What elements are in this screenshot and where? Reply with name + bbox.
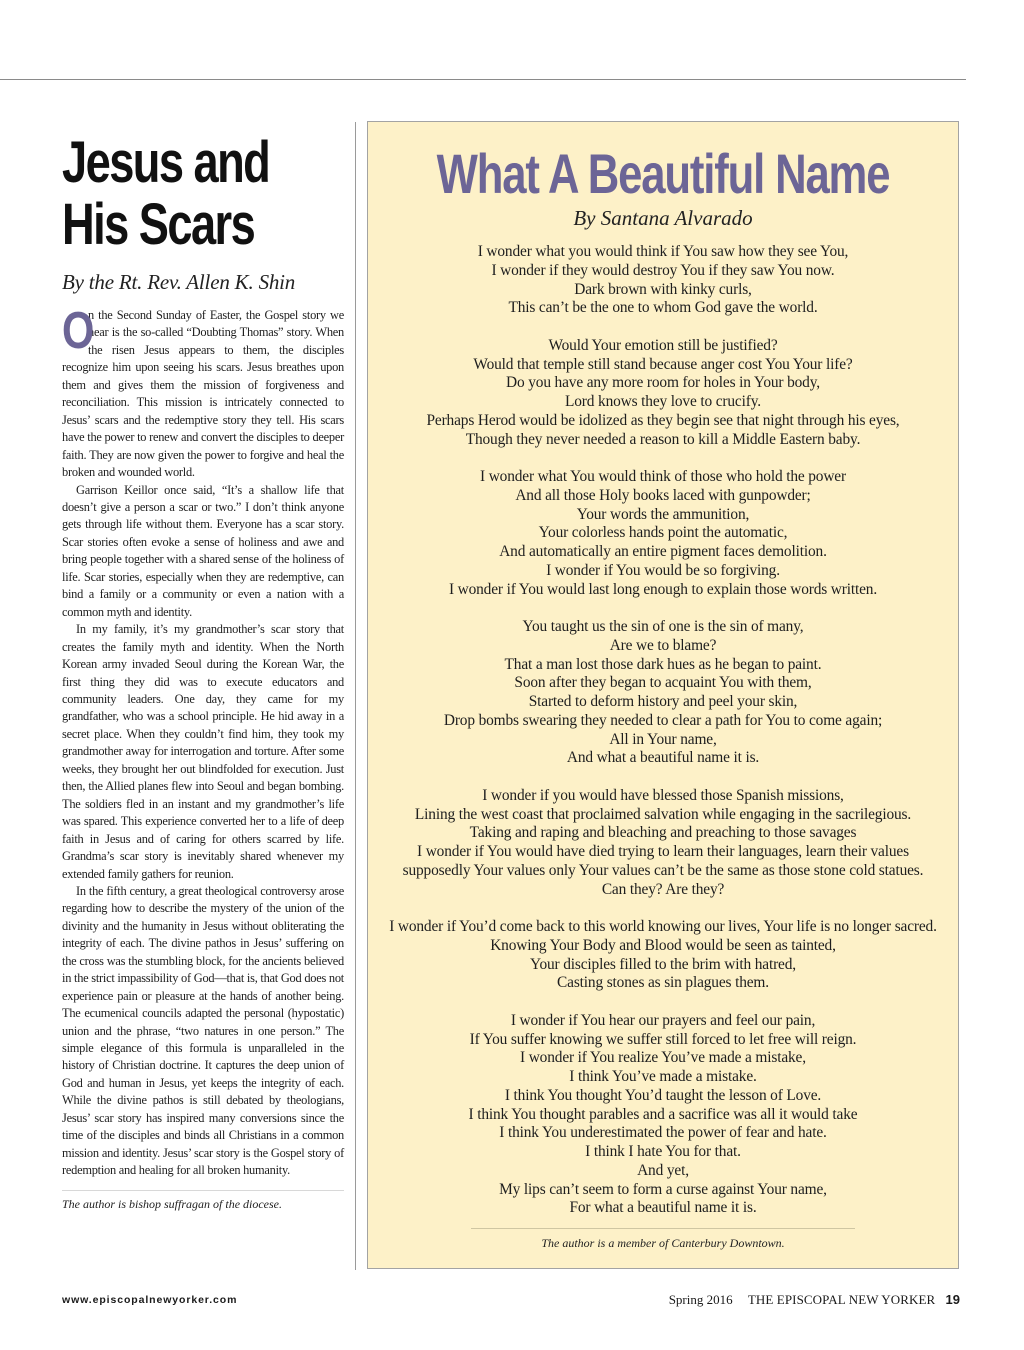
- article-paragraph: In the fifth century, a great theological controversy arose regarding how to describe the mystery of the union of the divinity and the humanity in Jesus without obliterating the integrity of each. The divine pathos in Jesus’ suffering on the cross was the stumbling block, for the ancients believed in the strict impassibility of God—that is, that God does not experience pain or pleasure at the hands of another being. The ecumenical councils adapted the personal (hypostatic) union and the phrase, “two natures in one person.” The simple elegance of this formula is unparalleled in the history of Christian doctrine. It captures the deep union of God and human in Jesus, yet keeps the integrity of each. While the divine pathos is still debated by theologians, Jesus’ scar story has inspired many conversions since the time of the disciples and binds all Christians in a common mission and identity. Jesus’ scar story is the Gospel story of redemption and healing for all broken humanity.: [62, 883, 344, 1178]
- poem-line: And all those Holy books laced with gunpowder;: [515, 486, 811, 504]
- poem-line: I think You thought parables and a sacrifice was all it would take: [468, 1105, 858, 1123]
- poem-line: I wonder if You’d come back to this world knowing our lives, Your life is no longer sacred.: [389, 918, 937, 935]
- poem-line: And what a beautiful name it is.: [566, 749, 760, 767]
- poem-line: Casting stones as sin plagues them.: [557, 974, 769, 992]
- poem-line: Can they? Are they?: [601, 880, 725, 898]
- article-paragraph: In my family, it’s my grandmother’s scar story that creates the family myth and identity. When the North Korean army invaded Seoul during the Korean War, the first thing they did was to execute educators and community leaders. One day, they came for my grandfather, who was a school principle. He hid away in a secret place. When they couldn’t find him, they took my grandmother away for interrogation and torture. After some weeks, they brought her out blindfolded for execution. Just then, the Allied planes flew into Seoul and began bombing. The soldiers fled in an instant and my grandmother’s life was spared. This experience converted her to a life of deep faith in Jesus and of caring for others scarred by life. Grandma’s scar story is inevitably shared whenever my extended family gathers for reunion.: [62, 622, 344, 881]
- drop-cap: O: [62, 302, 95, 360]
- article-byline: By the Rt. Rev. Allen K. Shin: [62, 270, 296, 294]
- poem-author-note: The author is a member of Canterbury Downtown.: [541, 1236, 785, 1250]
- author-note-rule: [62, 1190, 344, 1191]
- poem-line: Knowing Your Body and Blood would be seen as tainted,: [490, 936, 836, 954]
- poem-line: I wonder if You would last long enough to explain those words written.: [448, 580, 878, 598]
- poem-note-rule: [471, 1228, 855, 1229]
- poem-stanza: [368, 337, 958, 450]
- poem-stanza: [368, 243, 958, 318]
- poem-line: Started to deform history and peel your skin,: [528, 693, 798, 710]
- footer-issue: Spring 2016: [668, 1292, 733, 1307]
- headline-line-1: Jesus and: [62, 130, 270, 195]
- footer-website: www.episcopalnewyorker.com: [62, 1294, 238, 1306]
- poem-line: Your words the ammunition,: [576, 505, 750, 523]
- paragraph-text: n the Second Sunday of Easter, the Gospel story we hear is the so-called “Doubting Thomas” story. When the risen Jesus appears to them, the disciples recognize him upon seeing his scars. Jesus breathes upon them and gives them the mission of forgiveness and reconciliation. This mission is intricately connected to Jesus’ scars and the redemptive story they tell. His scars have the power to renew and convert the disciples to deeper faith. They are now given the power to forgive and heal the broken and wounded world.: [62, 308, 344, 480]
- poem-line: Lining the west coast that proclaimed salvation while engaging in the sacrilegious.: [414, 805, 912, 823]
- article-paragraph: Garrison Keillor once said, “It’s a shallow life that doesn’t give a person a scar or two.” I don’t think anyone gets through life without them. Everyone has a scar story. Scar stories often evoke a sense of holiness and awe and bring people together with a shared sense of the holiness of life. Scar stories, especially when they are redemptive, can bind a family or a community or even a nation with a common myth and identity.: [62, 482, 344, 619]
- poem-line: Would that temple still stand because anger cost You Your life?: [473, 355, 853, 373]
- poem-line: My lips can’t seem to form a curse against Your name,: [499, 1180, 827, 1198]
- article-paragraph: [62, 302, 344, 482]
- header-rule: [0, 79, 966, 80]
- poem-line: Taking and raping and bleaching and preaching to those savages: [469, 824, 857, 842]
- footer-folio: [669, 1292, 960, 1308]
- article-body: [62, 302, 344, 1180]
- poem-line: I wonder if You would be so forgiving.: [546, 561, 780, 579]
- poem-line: I think You thought You’d taught the lesson of Love.: [504, 1086, 822, 1104]
- poem-line: This can’t be the one to whom God gave the world.: [508, 299, 818, 317]
- poem-line: I wonder what You would think of those who hold the power: [480, 468, 846, 485]
- poem-line: If You suffer knowing we suffer still forced to let free will reign.: [469, 1030, 857, 1048]
- poem-line: Your colorless hands point the automatic,: [538, 524, 788, 542]
- poem-stanza: [368, 787, 958, 900]
- poem-line: That a man lost those dark hues as he began to paint.: [504, 655, 822, 673]
- poem-line: All in Your name,: [609, 730, 717, 748]
- poem-line: supposedly Your values only Your values can’t be the same as those stone cold statues.: [402, 861, 924, 879]
- poem-line: Are we to blame?: [609, 636, 717, 654]
- poem-line: I wonder what you would think if You saw how they see You,: [477, 243, 849, 260]
- poem-line: For what a beautiful name it is.: [569, 1199, 757, 1217]
- poem-line: And automatically an entire pigment faces demolition.: [499, 543, 827, 560]
- poem-line: You taught us the sin of one is the sin of many,: [522, 618, 804, 635]
- poem-line: Though they never needed a reason to kill a Middle Eastern baby.: [465, 430, 861, 448]
- poem-line: I think You underestimated the power of fear and hate.: [499, 1124, 827, 1142]
- poem-line: And yet,: [637, 1161, 689, 1179]
- poem-title: What A Beautiful Name: [436, 142, 890, 205]
- poem-line: I think You’ve made a mistake.: [569, 1068, 757, 1085]
- poem-body: [368, 243, 958, 1218]
- poem-line: I wonder if you would have blessed those Spanish missions,: [482, 786, 844, 804]
- poem-line: I wonder if they would destroy You if they saw You now.: [491, 261, 835, 279]
- poem-line: Soon after they began to acquaint You with them,: [514, 674, 812, 692]
- poem-line: I think I hate You for that.: [585, 1143, 741, 1160]
- article-headline: [62, 132, 343, 256]
- page-number: 19: [945, 1292, 960, 1307]
- poem-line: I wonder if You would have died trying to learn their languages, learn their values: [417, 843, 909, 860]
- article-author-note: The author is bishop suffragan of the diocese.: [62, 1196, 282, 1211]
- poem-line: I wonder if You hear our prayers and feel our pain,: [510, 1011, 816, 1029]
- poem-sidebar: [367, 121, 959, 1269]
- poem-line: Dark brown with kinky curls,: [574, 280, 752, 298]
- poem-stanza: [368, 1012, 958, 1218]
- column-divider: [355, 122, 356, 1270]
- poem-line: I wonder if You realize You’ve made a mistake,: [520, 1049, 806, 1067]
- article-column: [62, 132, 344, 1212]
- headline-line-2: His Scars: [62, 192, 255, 257]
- poem-line: Drop bombs swearing they needed to clear a path for You to come again;: [443, 711, 883, 729]
- poem-stanza: [368, 918, 958, 993]
- poem-stanza: [368, 618, 958, 768]
- footer-publication: THE EPISCOPAL NEW YORKER: [747, 1292, 936, 1307]
- poem-line: Do you have any more room for holes in Your body,: [506, 374, 820, 392]
- poem-stanza: [368, 468, 958, 599]
- poem-line: Perhaps Herod would be idolized as they begin see that night through his eyes,: [426, 411, 900, 429]
- poem-line: Lord knows they love to crucify.: [565, 393, 761, 410]
- poem-byline: By Santana Alvarado: [573, 206, 753, 230]
- poem-line: Would Your emotion still be justified?: [548, 336, 778, 354]
- poem-line: Your disciples filled to the brim with hatred,: [530, 955, 796, 973]
